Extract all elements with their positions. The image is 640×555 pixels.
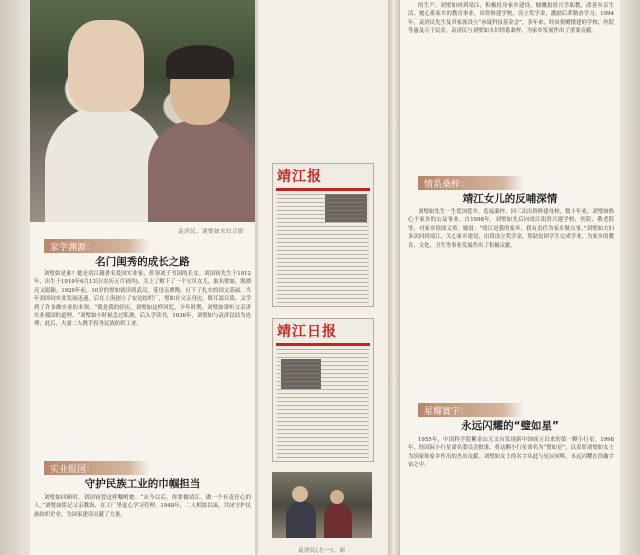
person-body (286, 502, 316, 538)
section-body-family: 刘璧如是谁？她是靖江籍著名爱国实业家、侨领刘子书国的长女。刘国钧先生于1912年，出生于1919年6月13日(农历五月初四)，关上了解下了一个宝贝女儿，取名璧如，既漂亮又聪颖。1929年前，10岁的璧如就读到武汉，受母亲熏陶，打下了扎实的国文基础。当年刘国钧实业发展迅速，后在上海创立了安达纺织厂，璧如在父亲身边，既耳濡目染，又学到了许多做实业的本领。“我是我的经历，刘璧如这样回忆。少年时期，刘璧如常听父亲讲实业救国的道理。“刘璧如小时候念过私塾，后入学读书，1936年，刘璧如与袁济民结为连理，此后，夫妻二人携手投身民族纺织工业。 (34, 271, 251, 328)
section-body-industry: 刘璧如回顾时，刘国钧曾这样嘱咐她：“从今以后，你要做靖江、做一个有责任心的人。”刘璧如铭记父亲教诲，在工厂里虚心学习管理。1948年，二人相濡以沫，共同守护民族纺织企业，为国家建设贡献了力量。 (34, 495, 251, 518)
section-title-industry: 守护民族工业的巾帼担当 (84, 478, 201, 490)
intro-body: 的生产，刘璧如回到靖江，积极投身家乡建设，慷慨捐资兴学助教，改善乡亲生活。她心系家乡的教育事业，出资修建学校，设立奖学金，激励后辈勤奋学习。1994年，袁济民先生及其家族设立“承晟科技基金会”，多年来，经由捐赠援建的学校、医院等惠及万千民众。袁济民与刘璧如夫妇情系桑梓，为家乡发展作出了重要贡献。 (408, 3, 614, 35)
section-body-hometown: 刘璧如先生一生爱国爱乡，造福桑梓，回三次出资修建母校，数十年来，刘璧如热心于家乡的公益事业。自1998年，刘璧如先后向靖江捐资兴建学校、医院、敬老院等，对家乡情深义重。她说：“靖江是我的家乡，我有责任为家乡做点事。”刘璧如夫妇多次回到靖江，关心家乡建设，出资设立奖学金，帮助贫困学生完成学业，为家乡的教育、文化、卫生等事业发展作出了积极贡献。 (408, 209, 614, 249)
section-title-hometown: 靖江女儿的反哺深情 (462, 193, 558, 205)
newspaper-clipping-1 (272, 163, 374, 307)
section-label-industry: 实业报国： (44, 461, 150, 475)
section-label-family: 家学渊源： (44, 239, 150, 253)
page-edge-right (620, 0, 640, 555)
man-face (68, 20, 144, 112)
page-edge-left (0, 0, 30, 555)
section-body-star: 1955年，中国科学院紫金山天文台发现新中国成立以来的第一颗小行星。1998年，经国际小行星命名委员会批准，将这颗小行星命名为“璧如星”，以表彰刘璧如女士为国家和家乡作出的杰出贡献。刘璧如女士的名字从此与星辰同辉，永远闪耀在浩瀚宇宙之中。 (408, 437, 614, 469)
section-title-star: 永远闪耀的“璧如星” (461, 420, 559, 432)
newspaper-masthead: 靖江日报 (277, 324, 337, 340)
group-photo (272, 472, 372, 538)
section-label-star: 星耀寰宇： (418, 403, 524, 417)
right-column (400, 0, 620, 555)
page-gutter (388, 0, 400, 555)
newspaper-masthead: 靖江报 (277, 169, 322, 185)
newspaper-text-lines (277, 349, 369, 461)
person-face (292, 486, 308, 502)
left-column (30, 0, 255, 555)
newspaper-clipping-2 (272, 318, 374, 462)
middle-column (258, 0, 388, 555)
group-photo-caption: 袁济民(左一)、刘 (298, 548, 346, 554)
man-figure (45, 105, 165, 222)
masthead-band (276, 188, 370, 191)
photo-caption: 袁济民、刘璧如夫妇合影 (178, 229, 245, 235)
section-title-family: 名门闺秀的成长之路 (95, 256, 190, 268)
woman-figure (148, 120, 255, 222)
couple-photo (30, 0, 255, 222)
person-face (330, 490, 344, 504)
newspaper-text-lines (277, 194, 369, 306)
person-body (324, 504, 352, 538)
section-label-hometown: 情系桑梓： (418, 176, 524, 190)
woman-hair (166, 45, 234, 79)
masthead-band (276, 343, 370, 346)
